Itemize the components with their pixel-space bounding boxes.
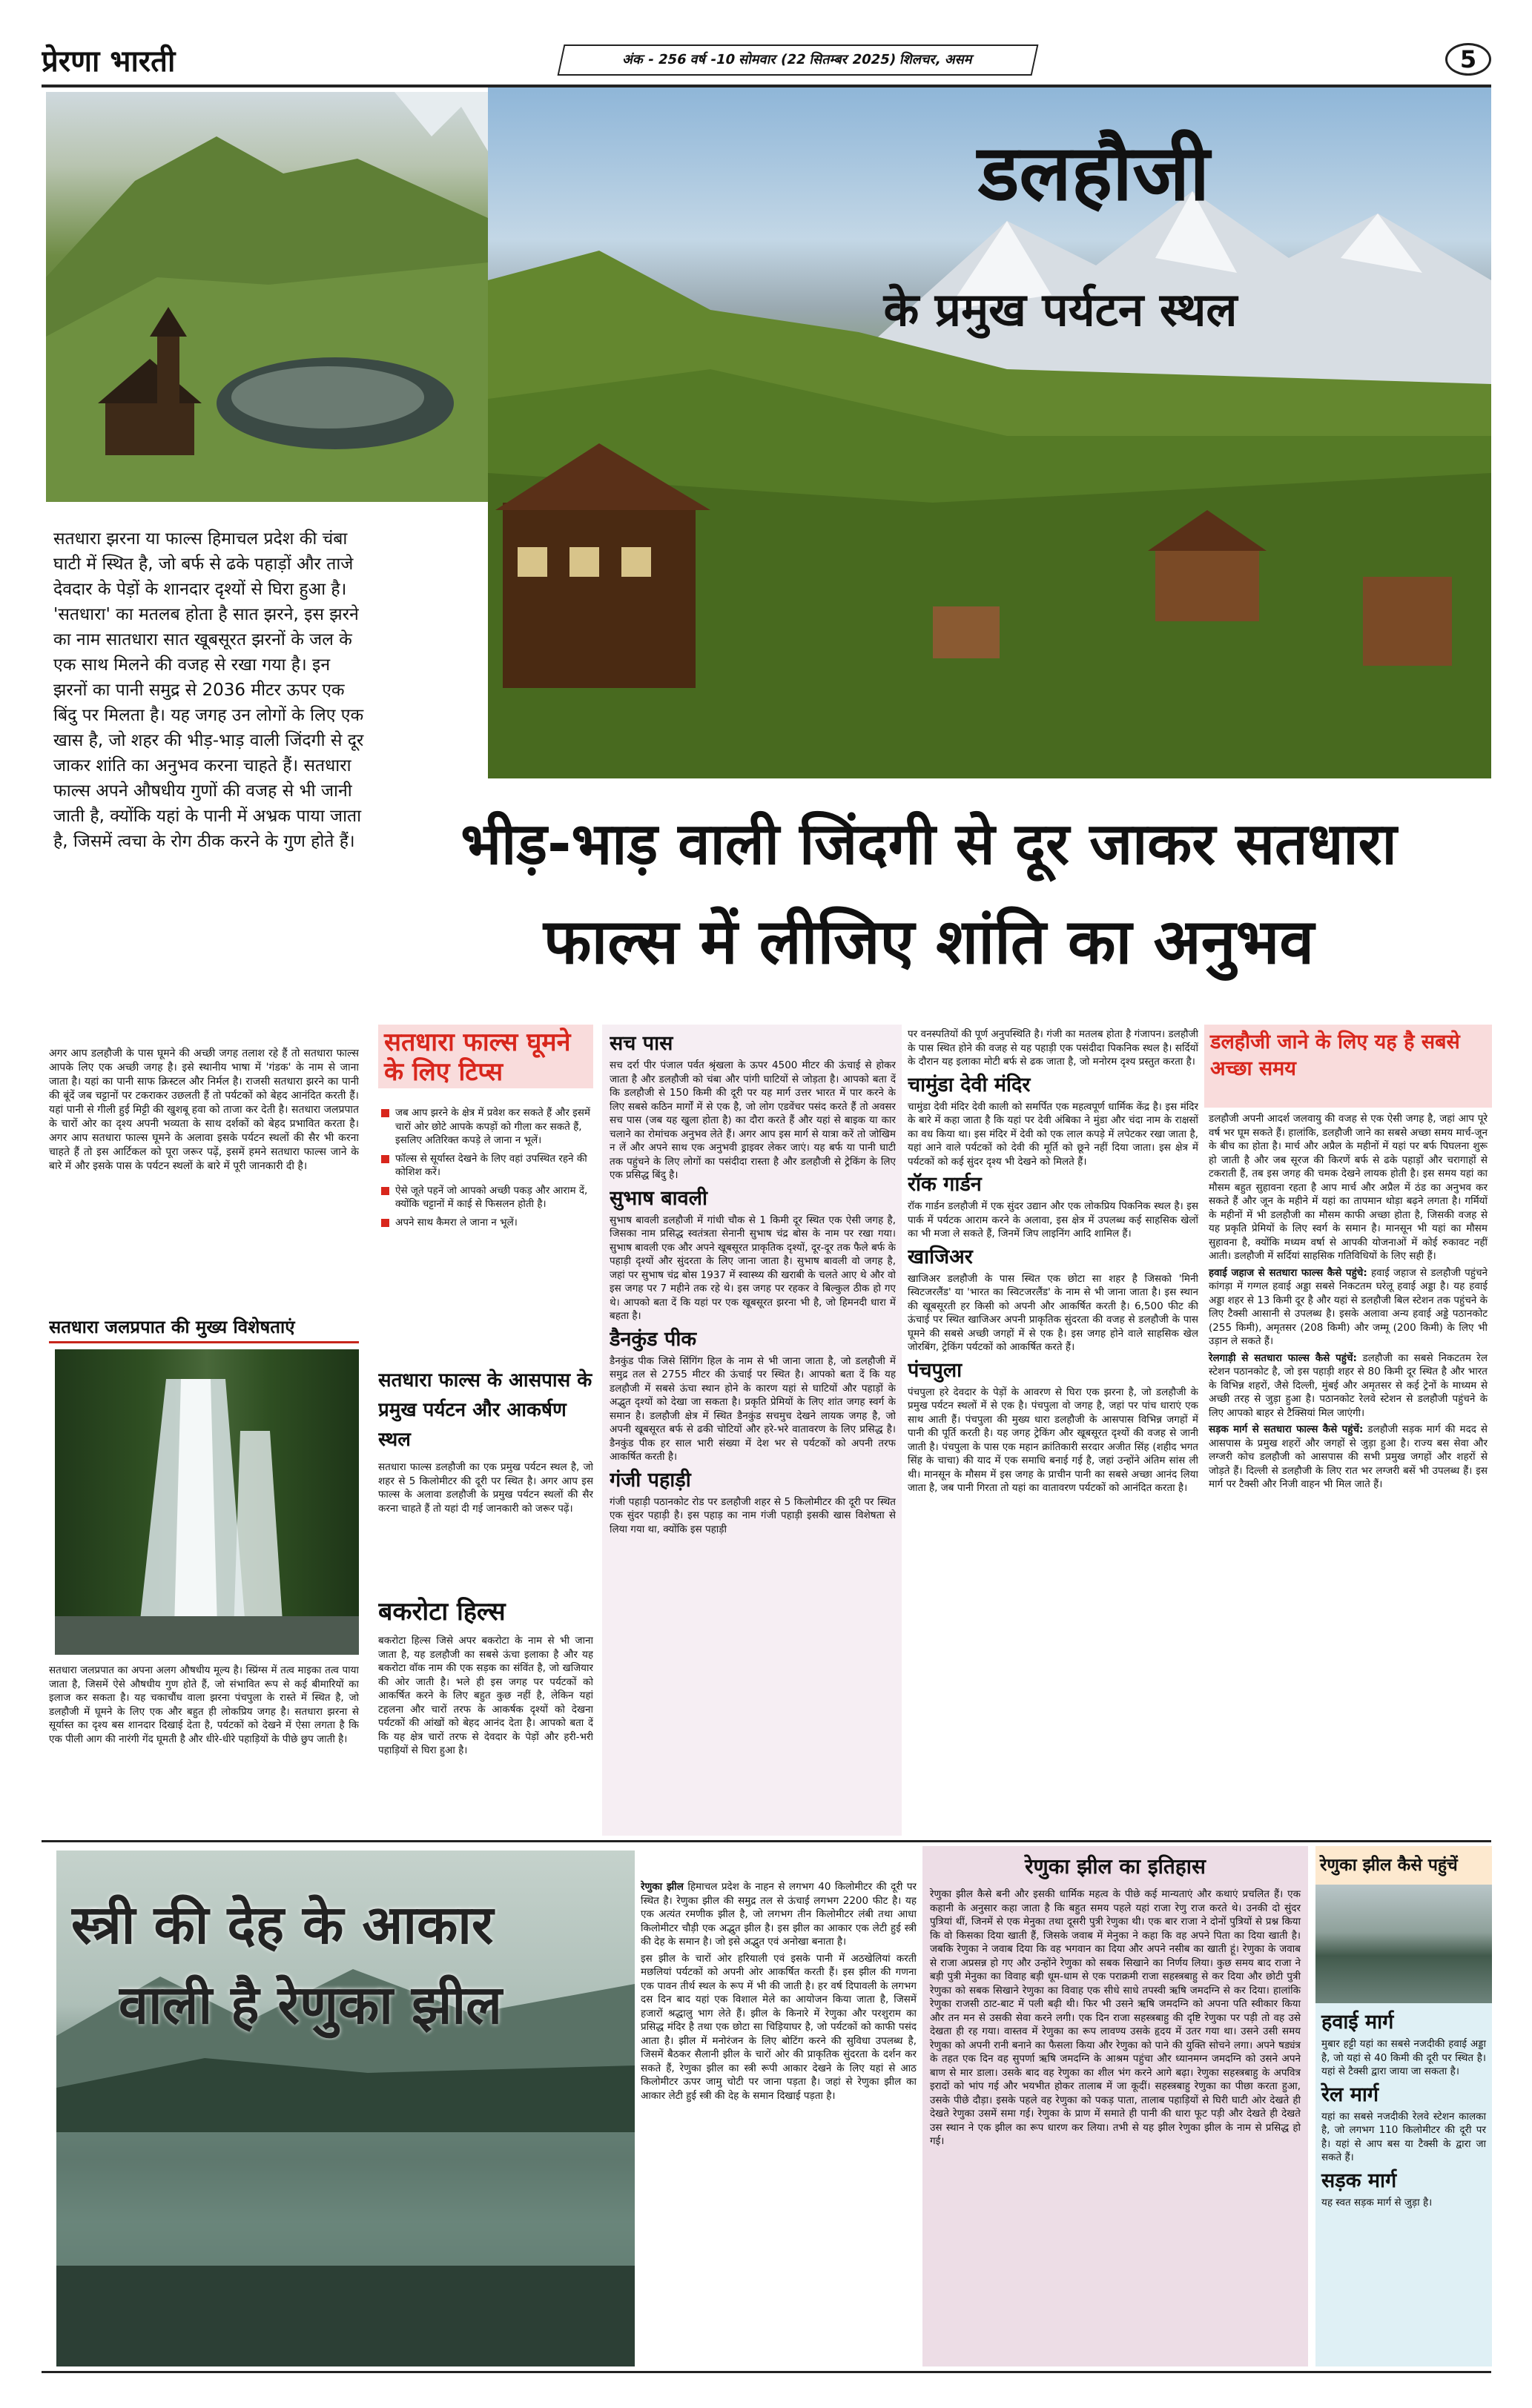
masthead (42, 40, 1491, 83)
paper-name: प्रेरणा भारती (42, 44, 176, 79)
rock-garden-heading: रॉक गार्डन (908, 1173, 982, 1196)
renuka-title-line2: वाली है रेणुका झील (119, 1974, 502, 2036)
section-rule (42, 1840, 1491, 1842)
ganji-heading: गंजी पहाड़ी (610, 1468, 691, 1492)
chamunda-text: चामुंडा देवी मंदिर देवी काली को समर्पित एक महत्वपूर्ण धार्मिक केंद्र है। इस मंदिर के बारे में कहा जाता है कि यहां पर देवी अंबिका ने मुंडा और चंदा नाम के राक्षसों का वध किया था। इस मंदिर में देवी को एक लाल कपड़े में लपेटकर रखा जाता है, यहां आने वाले पर्यटकों को देवी की मूर्ति को छूने नहीं दिया जाता। इस क्षेत्र में पर्यटकों को कई सुंदर दृश्य भी देखने को मिलते हैं। (908, 1100, 1198, 1168)
main-headline-line1: भीड़-भाड़ वाली जिंदगी से दूर जाकर सतधारा (460, 811, 1397, 878)
air-text: हवाई जहाज से डलहौजी पहुंचने कांगड़ा में गग्गल हवाई अड्डा सबसे निकटतम घरेलू हवाई अड्डा है। यह हवाई अड्डा शहर से 13 किमी दूर है और यहां से डलहौजी बिल स्टेशन तक पहुंचने के लिए टैक्सी आसानी से उपलब्ध है। इसके अलावा अन्य हवाई अड्डे पठानकोट (255 किमी), अमृतसर (208 किमी) और जम्मू (200 किमी) के लिए भी उड़ान ले सकते हैं। (1209, 1266, 1488, 1347)
col1-lead: अगर आप डलहौजी के पास घूमने की अच्छी जगह तलाश रहे हैं तो सतधारा फाल्स आपके लिए एक अच्छी जगह है। इसे स्थानीय भाषा में 'गंडक' के नाम से जाना जाता है। यहां का पानी साफ क्रिस्टल और निर्मल है। राजसी सतधारा झरने का पानी की बूंदें जब चट्टानों पर टकराकर उछलती हैं तो पर्यटकों को बेहद आनंदित करती हैं। यहां पानी से गीली हुई मिट्टी की खुशबू हवा को ताजा कर देती है। सतधारा जलप्रपात के चारों ओर का दृश्य अपनी भव्यता के साथ दर्शकों को बेहद प्रभावित करता है। अगर आप सतधारा फाल्स घूमने के अलावा इसके पर्यटन स्थलों की सैर भी करना चाहते हैं तो इस आर्टिकल को पूरा जरूर पढ़ें, इसमें हमने सतधारा फाल्स जाने के बारे में और इसके पास के पर्यटन स्थलों के बारे में पूरी जानकारी दी है। (49, 1048, 359, 1172)
ganji-text: गंजी पहाड़ी पठानकोट रोड पर डलहौजी शहर से 5 किलोमीटर की दूरी पर स्थित एक सुंदर पहाड़ी है। इस पहाड़ का नाम गंजी पहाड़ी इसकी खास विशेषता से लिया गया था, क्योंकि इस पहाड़ी (610, 1495, 896, 1535)
renuka-howto-box (1315, 1846, 1492, 2366)
sach-text: सच दर्रा पीर पंजाल पर्वत श्रृंखला के ऊपर 4500 मीटर की ऊंचाई से होकर जाता है और डलहौजी को चंबा और पांगी घाटियों से जोड़ता है। आपको बता दें कि डलहौजी से 150 किमी की दूरी पर यह मार्ग उत्तर भारत में पार करने के लिए सबसे कठिन मार्गों में से एक है, जो लोग एडवेंचर पसंद करते हैं तो अवसर सच पास (जब यह खुला होता है) का दौरा करते हैं और यहां से बाइक या कार चलाने का रोमांचक अनुभव लेते हैं। अगर आप इस मार्ग से यात्रा करें तो जोखिम न लें और अपने साथ एक अनुभवी ड्राइवर लेकर जाएं। यह बर्फ या पानी घाटी तक पहुंचने के लिए लोगों का पसंदीदा रास्ता है और डलहौजी से ट्रेकिंग के लिए एक प्रसिद्ध बिंदु है। (610, 1059, 896, 1181)
waterfall-photo (55, 1349, 359, 1655)
hero-subtitle: के प्रमुख पर्यटन स्थल (883, 282, 1238, 337)
feature-heading: सतधारा जलप्रपात की मुख्य विशेषताएं (49, 1312, 359, 1343)
best-time-heading: डलहौजी जाने के लिए यह है सबसे अच्छा समय (1204, 1025, 1492, 1108)
renuka-history-heading: रेणुका झील का इतिहास (1025, 1854, 1206, 1879)
sach-heading: सच पास (610, 1032, 673, 1055)
tips-box (378, 1025, 593, 1376)
panchpula-heading: पंचपुला (908, 1358, 963, 1382)
dainkund-text: डैनकुंड पीक जिसे सिंगिंग हिल के नाम से भी जाना जाता है, जो डलहौजी में समुद्र तल से 2755 मीटर की ऊंचाई पर स्थित है। आपको बता दें कि यह डलहौजी में सबसे ऊंचा स्थान होने के कारण यहां से घाटियों और पहाड़ों के अद्भुत दृश्यों को देखा जा सकता है। प्रकृति प्रेमियों के लिए शांत जगह स्वर्ग के समान है। डलहौजी क्षेत्र में स्थित डैनकुंड सचमुच देखने लायक जगह है, जो अपनी खूबसूरत बर्फ से ढकी चोटियों और हरे-भरे वातावरण के लिए प्रसिद्ध है। डैनकुंड पीक हर साल भारी संख्या में देश भर से पर्यटकों को अपनी तरफ आकर्षित करती है। (610, 1354, 896, 1463)
col4 (908, 1028, 1198, 1834)
tip-item: ऐसे जूते पहनें जो आपको अच्छी पकड़ और आराम दें, क्योंकि चट्टानों में काई से फिसलन होती है। (381, 1184, 590, 1211)
rail-label: रेलगाड़ी से सतधारा फाल्स कैसे पहुंचें: (1209, 1352, 1357, 1364)
subhash-text: सुभाष बावली डलहौजी में गांधी चौक से 1 किमी दूर स्थित एक ऐसी जगह है, जिसका नाम प्रसिद्ध स्वतंत्रता सेनानी सुभाष चंद्र बोस के नाम पर रखा गया। सुभाष बावली एक और अपने खूबसूरत प्राकृतिक दृश्यों, दूर-दूर तक फैले बर्फ के पहाड़ी दृश्यों और सुंदरता के लिए जाना जाता है। सुभाष बावली वो जगह है, जहां पर सुभाष चंद्र बोस 1937 में स्वास्थ्य की खराबी के चलते आए थे और वो इस जगह पर 7 महीने तक रहे थे। इस जगह पर रहकर वे बिल्कुल ठीक हो गए थे। आपको बता दें कि यहां पर एक खूबसूरत झरना भी है, जो हिमनदी धारा में बहता है। (610, 1214, 896, 1322)
issue-line: अंक - 256 वर्ष -10 सोमवार (22 सितम्बर 2025) शिलचर, असम (558, 44, 1039, 76)
renuka-history-text: रेणुका झील कैसे बनी और इसकी धार्मिक महत्व के पीछे कई मान्यताएं और कथाएं प्रचलित हैं। एक कहानी के अनुसार कहा जाता है कि बहुत समय पहले यहां राजा रेणु राज करते थे। उनकी दो सुंदर पुत्रियां थीं, जिनमें से एक मेनुका तथा दूसरी पुत्री रेणुका थी। एक बार राजा ने दोनों पुत्रियों से प्रश्न किया कि वो किसका दिया खाती हैं, जिसके जवाब में मेनुका ने कहा कि वह अपने पिता का दिया खाती है। जबकि रेणुका ने जवाब दिया कि वह भगवान का दिया और अपने नसीब का खाती हूं। रेणुका के जवाब से राजा अप्रसन्न हो गए और उन्होंने रेणुका को सबक सिखाने का निर्णय लिया। कुछ समय बाद राजा ने बड़ी पुत्री मेनुका का विवाह बड़ी धूम-धाम से एक पराक्रमी राजा सहस्त्रबाहु से कर दिया और छोटी पुत्री रेणुका को सबक सिखाने रेणुका का विवाह एक सीधे साधे तपस्वी ऋषि जमदग्नि से कर दिया। हालांकि रेणुका राजसी ठाट-बाट में पली बढ़ी थी। फिर भी उसने ऋषि जमदग्नि को अपना पति स्वीकार किया और तन मन से उसकी सेवा करने लगी। एक दिन राजा सहस्त्रबाहु की दृष्टि रेणुका पर पड़ी तो वह उसे देखता ही रह गया। वास्तव में रेणुका का रूप लावण्य उसके हृदय में उतर गया था। उसने उसी समय रेणुका को अपनी रानी बनाने का फैसला किया और रेणुका को पाने की युक्ति सोचने लगा। अपने षड्यंत्र के तहत एक दिन वह सुपर्णा ऋषि जमदग्नि के आश्रम पहुंचा और ध्यानमग्न जमदग्नि को उसने अपने बाण से मार डाला। उसके बाद वह रेणुका का शील भंग करने आगे बढ़ा। रेणुका सहस्त्रबाहु के अपवित्र इरादों को भांप गई और भयभीत होकर तालाब में जा कूदीं। सहस्त्रबाहु रेणुका का पीछा करता हुआ, उसके पीछे दौड़ा। इसके पहले वह रेणुका को पकड़ पाता, तालाब पहाड़ियों से घिरी घाटी ओर देखते ही देखते रेणुका उसमें समा गई। रेणुका के प्राण में समाते ही पानी की धारा फूट पड़ी और देखते ही देखते उस स्थान ने एक झील का रूप धारण कर लिया। तभी से यह झील रेणुका झील के नाम से प्रसिद्ध हो गई। (930, 1888, 1301, 2147)
bakrota-text: बकरोटा हिल्स जिसे अपर बकरोटा के नाम से भी जाना जाता है, यह डलहौजी का सबसे ऊंचा इलाका है और यह बकरोटा वॉक नाम की एक सड़क का संविंत है, जो खजियार की ओर जाती है। भले ही इस जगह पर पर्यटकों को आकर्षित करने के लिए बहुत कुछ नहीं है, लेकिन यहां टहलना और चारों तरफ के आकर्षक दृश्यों को देखना पर्यटकों की आंखों को बेहद आनंद देता है। आपको बता दें कि यह क्षेत्र चारों तरफ से देवदार के पेड़ों और हरी-भरी पहाड़ियों से घिरा हुआ है। (378, 1635, 593, 1756)
road-text: डलहौजी सड़क मार्ग की मदद से आसपास के प्रमुख शहरों और जगहों से जुड़ा हुआ है। राज्य बस सेवा और लग्जरी कोच डलहौजी को आसपास की सभी प्रमुख जगहों और शहरों से जोड़ते हैं। दिल्ली से डलहौजी के लिए रात भर लग्जरी बसें भी उपलब्ध हैं। इस मार्ग पर टैक्सी और निजी वाहन भी मिल जाते हैं। (1209, 1423, 1488, 1490)
dainkund-heading: डैनकुंड पीक (610, 1327, 697, 1351)
nearby-heading: सतधारा फाल्स के आसपास के प्रमुख पर्यटन और आकर्षण स्थल (378, 1369, 592, 1451)
renuka-rail-text: यहां का सबसे नजदीकी रेलवे स्टेशन कालका है, जो लगभग 110 किलोमीटर की दूरी पर है। यहां से आप बस या टैक्सी के द्वारा जा सकते हैं। (1321, 2110, 1486, 2163)
renuka-howto-heading: रेणुका झील कैसे पहुंचें (1315, 1846, 1492, 1885)
col3 (610, 1028, 896, 1834)
page-number: 5 (1445, 43, 1491, 76)
road-label: सड़क मार्ग से सतधारा फाल्स कैसे पहुंचें: (1209, 1423, 1364, 1435)
tip-item: जब आप झरने के क्षेत्र में प्रवेश कर सकते हैं और इसमें चारों ओर छोटे आपके कपड़ों को गीला कर सकते हैं, इसलिए अतिरिक्त कपड़े ले जाना न भूलें। (381, 1106, 590, 1148)
renuka-article (641, 1880, 917, 2366)
renuka-intro-bold: रेणुका झील (641, 1881, 684, 1893)
main-headline-line2: फाल्स में लीजिए शांति का अनुभव (543, 905, 1315, 978)
bakrota-heading: बकरोटा हिल्स (378, 1597, 506, 1627)
tips-heading: सतधारा फाल्स घूमने के लिए टिप्स (378, 1025, 593, 1088)
khajjiar-heading: खाजिअर (908, 1245, 973, 1268)
renuka-road-heading: सड़क मार्ग (1321, 2169, 1397, 2192)
renuka-small-photo (1315, 1885, 1492, 2003)
renuka-intro: हिमाचल प्रदेश के नाहन से लगभग 40 किलोमीटर की दूरी पर स्थित है। रेणुका झील की समुद्र तल से ऊंचाई लगभग 2200 फीट है। यह एक अत्यंत रमणीक झील है, जो लगभग तीन किलोमीटर लंबी तथा आधा किलोमीटर चौड़ी एक अद्भुत झील है। इस झील का आकार एक लेटी हुई स्त्री की देह के समान है। जो इसे अद्भुत एवं अनोखा बनाता है। (641, 1881, 917, 1948)
rail-text: डलहौजी का सबसे निकटतम रेल स्टेशन पठानकोट है, जो इस पहाड़ी शहर से 80 किमी दूर स्थित है और भारत के विभिन्न शहरों, जैसे दिल्ली, मुंबई और अमृतसर से कई ट्रेनों के माध्यम से अच्छी तरह से जुड़ा हुआ है। पठानकोट रेलवे स्टेशन से डलहौजी पहुंचने के लिए आपको बाहर से टैक्सियां मिल जाएंगी। (1209, 1352, 1488, 1419)
feature-text: सतधारा जलप्रपात का अपना अलग औषधीय मूल्य है। स्प्रिंग्स में तत्व माइका तत्व पाया जाता है, जिसमें ऐसे औषधीय गुण होते हैं, जो संभावित रूप से कई बीमारियों का इलाज कर सकता है। यह चकाचौंध वाला झरना पंचपुला के रास्ते में स्थित है, जो डलहौजी में घूमने के लिए एक और बहुत ही लोकप्रिय जगह है। सतधारा झरना से सूर्यास्त का दृश्य बस शानदार दिखाई देता है, पर्यटकों को देखने में ऐसा लगता है कि एक पीली आग की नारंगी गेंद घूमती है और धीरे-धीरे पहाड़ियों के पीछे छुप जाती है। (49, 1664, 359, 1745)
bottom-rule (42, 2371, 1491, 2373)
intro-text: सतधारा झरना या फाल्स हिमाचल प्रदेश की चंबा घाटी में स्थित है, जो बर्फ से ढके पहाड़ों और ताजे देवदार के पेड़ों के शानदार दृश्यों से घिरा हुआ है। 'सतधारा' का मतलब होता है सात झरने, इस झरने का नाम सातधारा सात खूबसूरत झरनों के जल के एक साथ मिलने की वजह से रखा गया है। इन झरनों का पानी समुद्र से 2036 मीटर ऊपर एक बिंदु पर मिलता है। यह जगह उन लोगों के लिए एक खास है, जो शहर की भीड़-भाड़ वाली जिंदगी से दूर जाकर शांति का अनुभव करना चाहते हैं। सतधारा फाल्स अपने औषधीय गुणों की वजह से भी जानी जाती है, क्योंकि यहां के पानी में अभ्रक पाया जाता है, जिसमें त्वचा के रोग ठीक करने के गुण होते हैं। (53, 529, 364, 851)
chamunda-heading: चामुंडा देवी मंदिर (908, 1073, 1031, 1096)
rock-garden-text: रॉक गार्डन डलहौजी में एक सुंदर उद्यान और एक लोकप्रिय पिकनिक स्थल है। इस पार्क में पर्यटक आराम करने के अलावा, इस क्षेत्र में उपलब्ध कई साहसिक खेलों का भी मजा ले सकते हैं, जिनमें जिप लाइनिंग आदि शामिल हैं। (908, 1200, 1198, 1240)
hero-title: डलहौजी (977, 128, 1210, 218)
renuka-air-heading: हवाई मार्ग (1321, 2011, 1394, 2034)
ganji-continued: पर वनस्पतियों की पूर्ण अनुपस्थिति है। गंजी का मतलब होता है गंजापन। डलहौजी के पास स्थित होने की वजह से यह पहाड़ी एक पसंदीदा पिकनिक स्थल है। सर्दियों के दौरान यह इलाका मोटी बर्फ से ढक जाता है, जो मनोरम दृश्य प्रस्तुत करता है। (908, 1028, 1198, 1068)
panchpula-text: पंचपुला हरे देवदार के पेड़ों के आवरण से घिरा एक झरना है, जो डलहौजी के प्रमुख पर्यटन स्थलों में से एक है। पंचपुला वो जगह है, जहां पर पांच धाराएं एक साथ आती हैं। पंचपुला की मुख्य धारा डलहौजी के आसपास विभिन्न जगहों में पानी की पूर्ति करती है। यह जगह ट्रेकिंग और खूबसूरत दृश्यों की वजह से जानी जाती है। पंचपुला के पास एक महान क्रांतिकारी सरदार अजीत सिंह (शहीद भगत सिंह के चाचा) की याद में एक समाधि बनाई गई है, जहां उन्होंने अंतिम सांस ली थी। मानसून के मौसम में इस जगह के प्राचीन पानी का सबसे अच्छा आनंद लिया जाता है, जब पानी गिरता तो यहां का वातावरण पर्यटकों को आनंदित करता है। (908, 1386, 1198, 1494)
tip-item: फॉल्स से सूर्यास्त देखने के लिए वहां उपस्थित रहने की कोशिश करें। (381, 1152, 590, 1180)
subhash-heading: सुभाष बावली (610, 1186, 707, 1210)
khajjiar-text: खाजिअर डलहौजी के पास स्थित एक छोटा सा शहर है जिसको 'मिनी स्विटजरलैंड' या 'भारत का स्विटजरलैंड' के नाम से भी जाना जाता है। इस स्थान की खूबसूरती हर किसी को अपनी और आकर्षित करती है। 6,500 फीट की ऊंचाई पर स्थित खाजिअर अपनी प्राकृतिक सुंदरता की वजह से डलहौजी के पास घूमने की सबसे अच्छी जगहों में से एक है। इस जगह होने वाले साहसिक खेल जोरबिंग, ट्रेकिंग पर्यटकों को आकर्षित करते हैं। (908, 1272, 1198, 1353)
renuka-title-line1: स्त्री की देह के आकार (71, 1893, 494, 1956)
tip-item: अपने साथ कैमरा ले जाना न भूलें। (381, 1216, 590, 1230)
renuka-air-text: मुबार हट्टी यहां का सबसे नजदीकी हवाई अड्डा है, जो यहां से 40 किमी की दूरी पर स्थित है। यहां से टैक्सी द्वारा जाया जा सकता है। (1321, 2038, 1486, 2077)
best-time-text: डलहौजी अपनी आदर्श जलवायु की वजह से एक ऐसी जगह है, जहां आप पूरे वर्ष भर घूम सकते हैं। हालांकि, डलहौजी जाने का सबसे अच्छा समय मार्च-जून के बीच का होता है। मार्च और अप्रैल के महीनों में यहां पर बर्फ पिघलना शुरू हो जाती है और जब सूरज की किरणें बर्फ से ढके पहाड़ों और चरागाहों से टकराती हैं, तब इस जगह की चमक देखने लायक होती है। इस समय यहां का मौसम बहुत सुहावना रहता है आप मार्च और अप्रैल में ठंड का अनुभव कर सकते हैं और जून के महीने में यहां का तापमान थोड़ा बढ़ने लगता है। गर्मियों के महीनों में भी डलहौजी का मौसम काफी अच्छा होता है, जिसकी वजह से यह प्रकृति प्रेमियों के लिए स्वर्ग के समान है। मानसून भी यहां का मौसम सुहावना है, क्योंकि मध्यम वर्षा से आपकी योजनाओं में कोई रुकावट नहीं आती। डलहौजी में सर्दियां साहसिक गतिविधियों के लिए सही हैं। (1209, 1113, 1488, 1262)
best-time-box (1204, 1025, 1492, 1836)
nearby-text: सतधारा फाल्स डलहौजी का एक प्रमुख पर्यटन स्थल है, जो शहर से 5 किलोमीटर की दूरी पर स्थित है। अगर आप इस फाल्स के अलावा डलहौजी के प्रमुख पर्यटन स्थलों की सैर करना चाहते हैं तो यहां दी गई जानकारी को जरूर पढ़ें। (378, 1461, 593, 1515)
renuka-rail-heading: रेल मार्ग (1321, 2083, 1379, 2106)
air-label: हवाई जहाज से सतधारा फाल्स कैसे पहुंचे: (1209, 1266, 1367, 1279)
renuka-road-text: यह स्वत सड़क मार्ग से जुड़ा है। (1321, 2196, 1433, 2209)
renuka-para2: इस झील के चारों ओर हरियाली एवं इसके पानी में अठखेलियां करती मछलियां पर्यटकों को अपनी ओर आकर्षित करती हैं। इस झील की गणना एक पावन तीर्थ स्थल के रूप में भी की जाती है। हर वर्ष दिपावली के लगभग दस दिन बाद यहां एक विशाल मेले का आयोजन किया जाता है, जिसमें हजारों श्रद्धालु भाग लेते हैं। झील के किनारे में रेणुका और परशुराम का प्रसिद्ध मंदिर है तथा एक छोटा सा चिड़ियाघर है, जो पर्यटकों को काफी पसंद आता है। झील में मनोरंजन के लिए बोटिंग करने की सुविधा उपलब्ध है, जिसमें बैठकर सैलानी झील के चारों ओर की प्राकृतिक सुंदरता के दर्शन कर सकते हैं, रेणुका झील का स्त्री रूपी आकार देखने के लिए यहां से आठ किलोमीटर ऊपर जामु चोटी पर जाना पड़ता है। जहां से रेणुका झील का आकार लेटी हुई स्त्री की देह के समान दिखाई पड़ता है। (641, 1952, 917, 2102)
renuka-history-box (922, 1846, 1308, 2366)
lake-temple-photo (46, 92, 488, 502)
